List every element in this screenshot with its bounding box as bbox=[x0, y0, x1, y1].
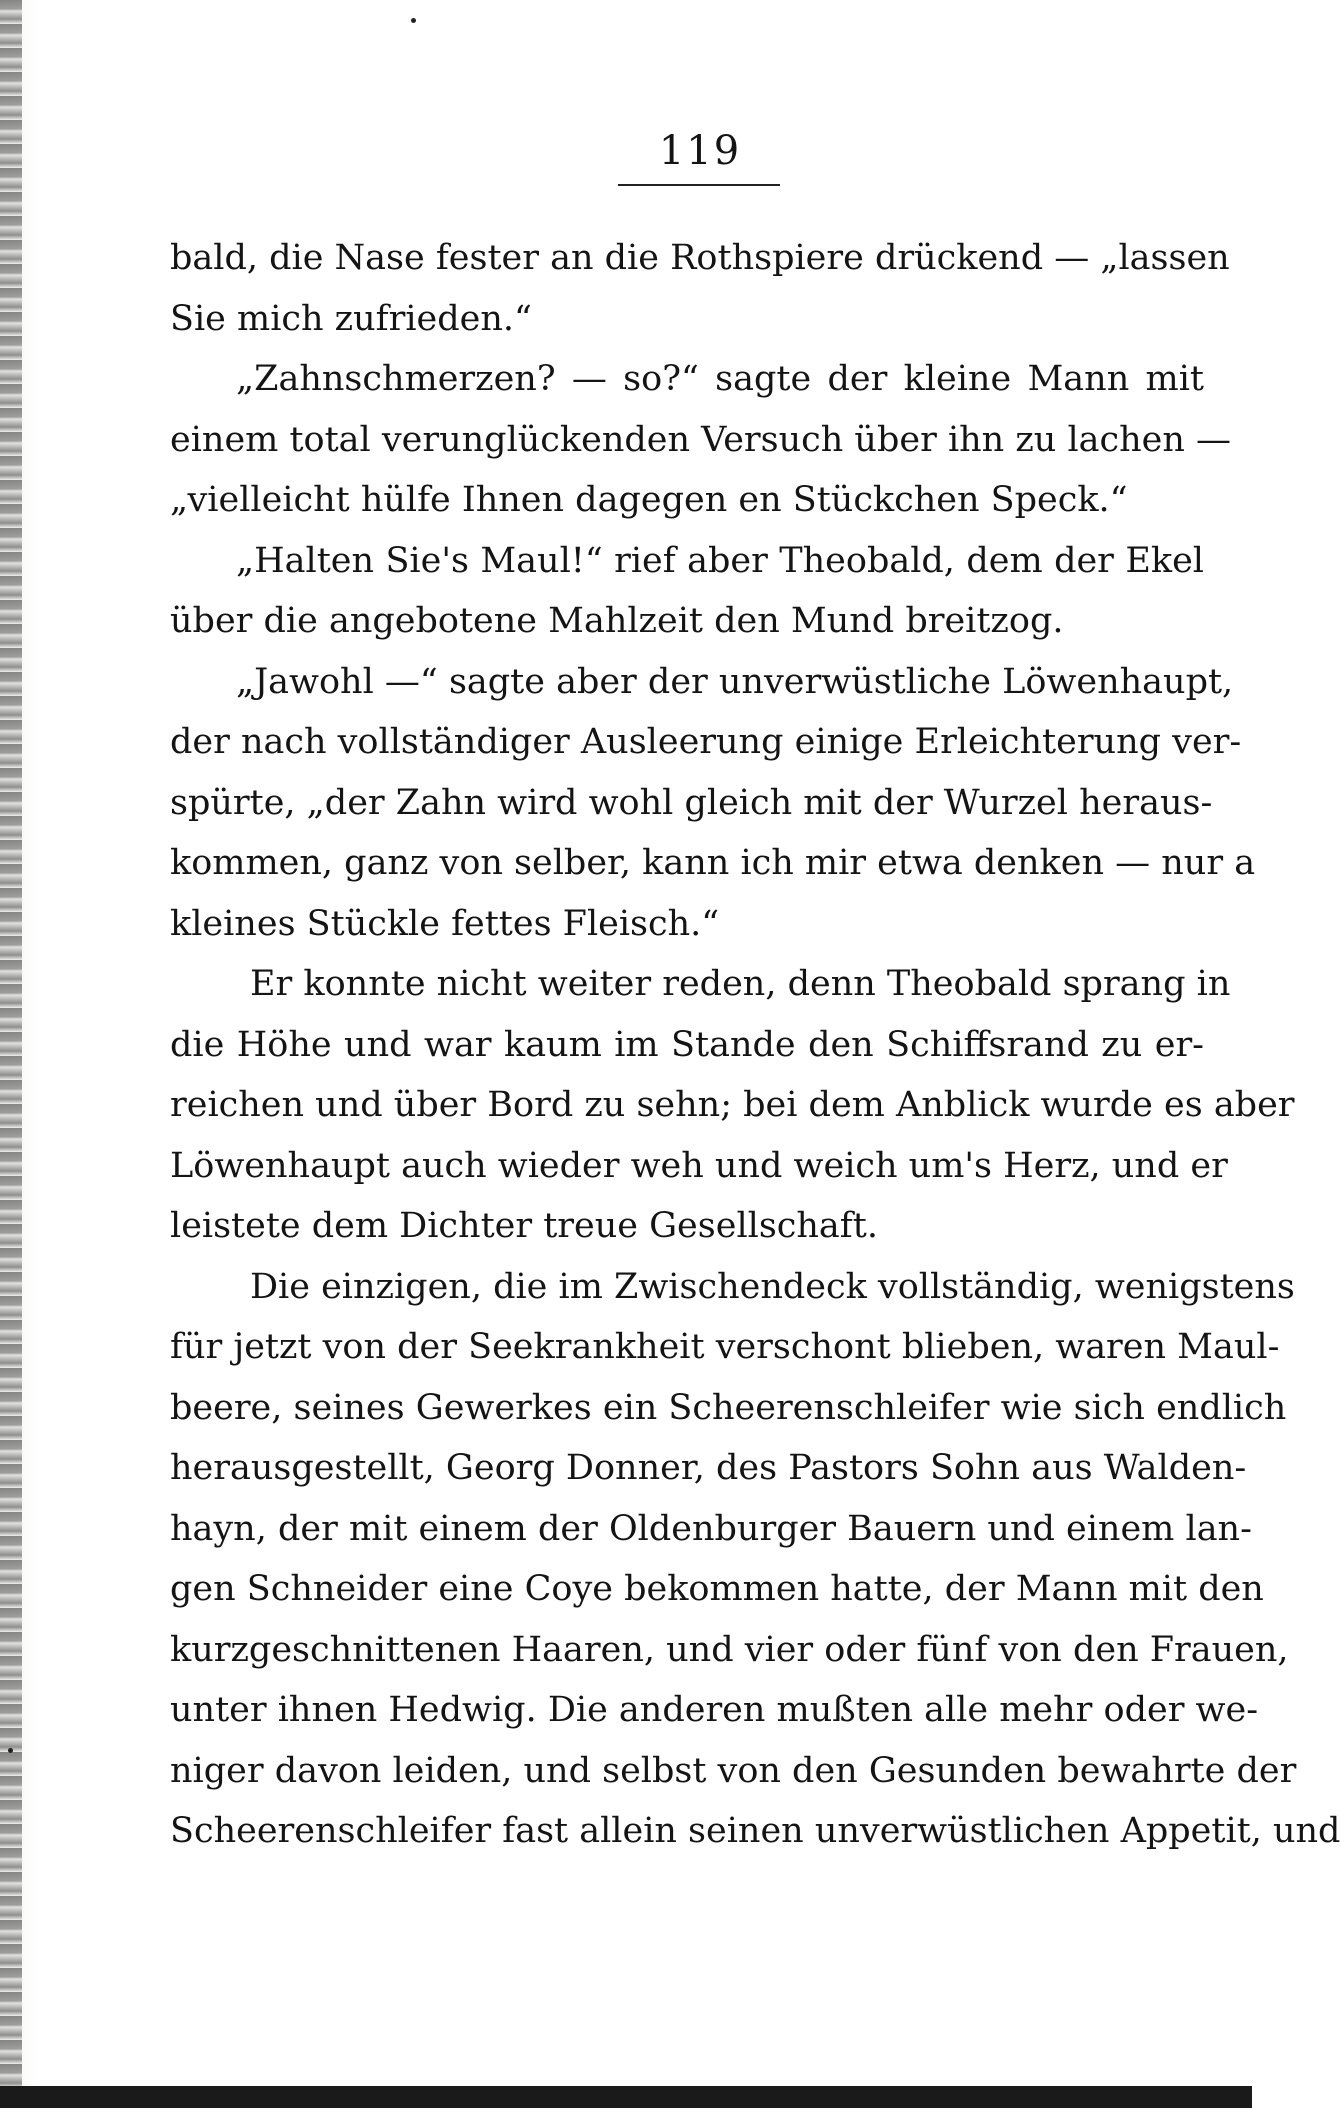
scan-speck bbox=[411, 18, 416, 23]
text-line: Die einzigen, die im Zwischendeck vollständig, wenigstens bbox=[250, 1266, 1295, 1307]
text-line: hayn, der mit einem der Oldenburger Bauern und einem lan- bbox=[170, 1508, 1252, 1549]
text-line: reichen und über Bord zu sehn; bei dem Anblick wurde es aber bbox=[170, 1085, 1295, 1125]
text-line: Er konnte nicht weiter reden, denn Theobald sprang in bbox=[250, 964, 1231, 1004]
text-line: beere, seines Gewerkes ein Scheerenschleifer wie sich endlich bbox=[170, 1387, 1287, 1428]
text-line: bald, die Nase fester an die Rothspiere drückend — „lassen bbox=[170, 238, 1230, 278]
page-number-rule bbox=[618, 184, 780, 186]
page-bottom-edge bbox=[0, 2086, 1252, 2108]
body-text bbox=[170, 228, 1340, 1862]
text-line: niger davon leiden, und selbst von den Gesunden bewahrte der bbox=[170, 1750, 1297, 1791]
text-line: „Halten Sie's Maul!“ rief aber Theobald, dem der Ekel bbox=[236, 540, 1204, 581]
text-line: kleines Stückle fettes Fleisch.“ bbox=[170, 903, 720, 944]
text-line: „Zahnschmerzen? — so?“ sagte der kleine Mann mit bbox=[236, 359, 1204, 399]
text-line: Sie mich zufrieden.“ bbox=[170, 298, 532, 339]
text-line: für jetzt von der Seekrankheit verschont blieben, waren Maul- bbox=[170, 1327, 1280, 1367]
text-line: „vielleicht hülfe Ihnen dagegen en Stückchen Speck.“ bbox=[170, 480, 1128, 520]
page-number: 119 bbox=[658, 128, 742, 174]
page-binding-edge bbox=[0, 0, 22, 2108]
text-line: unter ihnen Hedwig. Die anderen mußten alle mehr oder we- bbox=[170, 1690, 1259, 1730]
text-line: kurzgeschnittenen Haaren, und vier oder fünf von den Frauen, bbox=[170, 1629, 1289, 1670]
text-line: die Höhe und war kaum im Stande den Schiffsrand zu er- bbox=[170, 1024, 1204, 1065]
text-line: über die angebotene Mahlzeit den Mund breitzog. bbox=[170, 601, 1064, 641]
text-line: leistete dem Dichter treue Gesellschaft. bbox=[170, 1206, 878, 1246]
text-line: spürte, „der Zahn wird wohl gleich mit der Wurzel heraus- bbox=[170, 782, 1213, 823]
text-line: kommen, ganz von selber, kann ich mir etwa denken — nur a bbox=[170, 843, 1256, 883]
text-line: einem total verunglückenden Versuch über ihn zu lachen — bbox=[170, 419, 1232, 460]
scan-speck bbox=[8, 1748, 13, 1753]
text-line: Scheerenschleifer fast allein seinen unverwüstlichen Appetit, und bbox=[170, 1811, 1340, 1851]
text-line: gen Schneider eine Coye bekommen hatte, der Mann mit den bbox=[170, 1569, 1264, 1609]
text-line: „Jawohl —“ sagte aber der unverwüstliche Löwenhaupt, bbox=[236, 661, 1234, 702]
text-line: der nach vollständiger Ausleerung einige Erleichterung ver- bbox=[170, 722, 1242, 762]
text-line: Löwenhaupt auch wieder weh und weich um's Herz, und er bbox=[170, 1145, 1228, 1186]
text-line: herausgestellt, Georg Donner, des Pastors Sohn aus Walden- bbox=[170, 1448, 1247, 1488]
